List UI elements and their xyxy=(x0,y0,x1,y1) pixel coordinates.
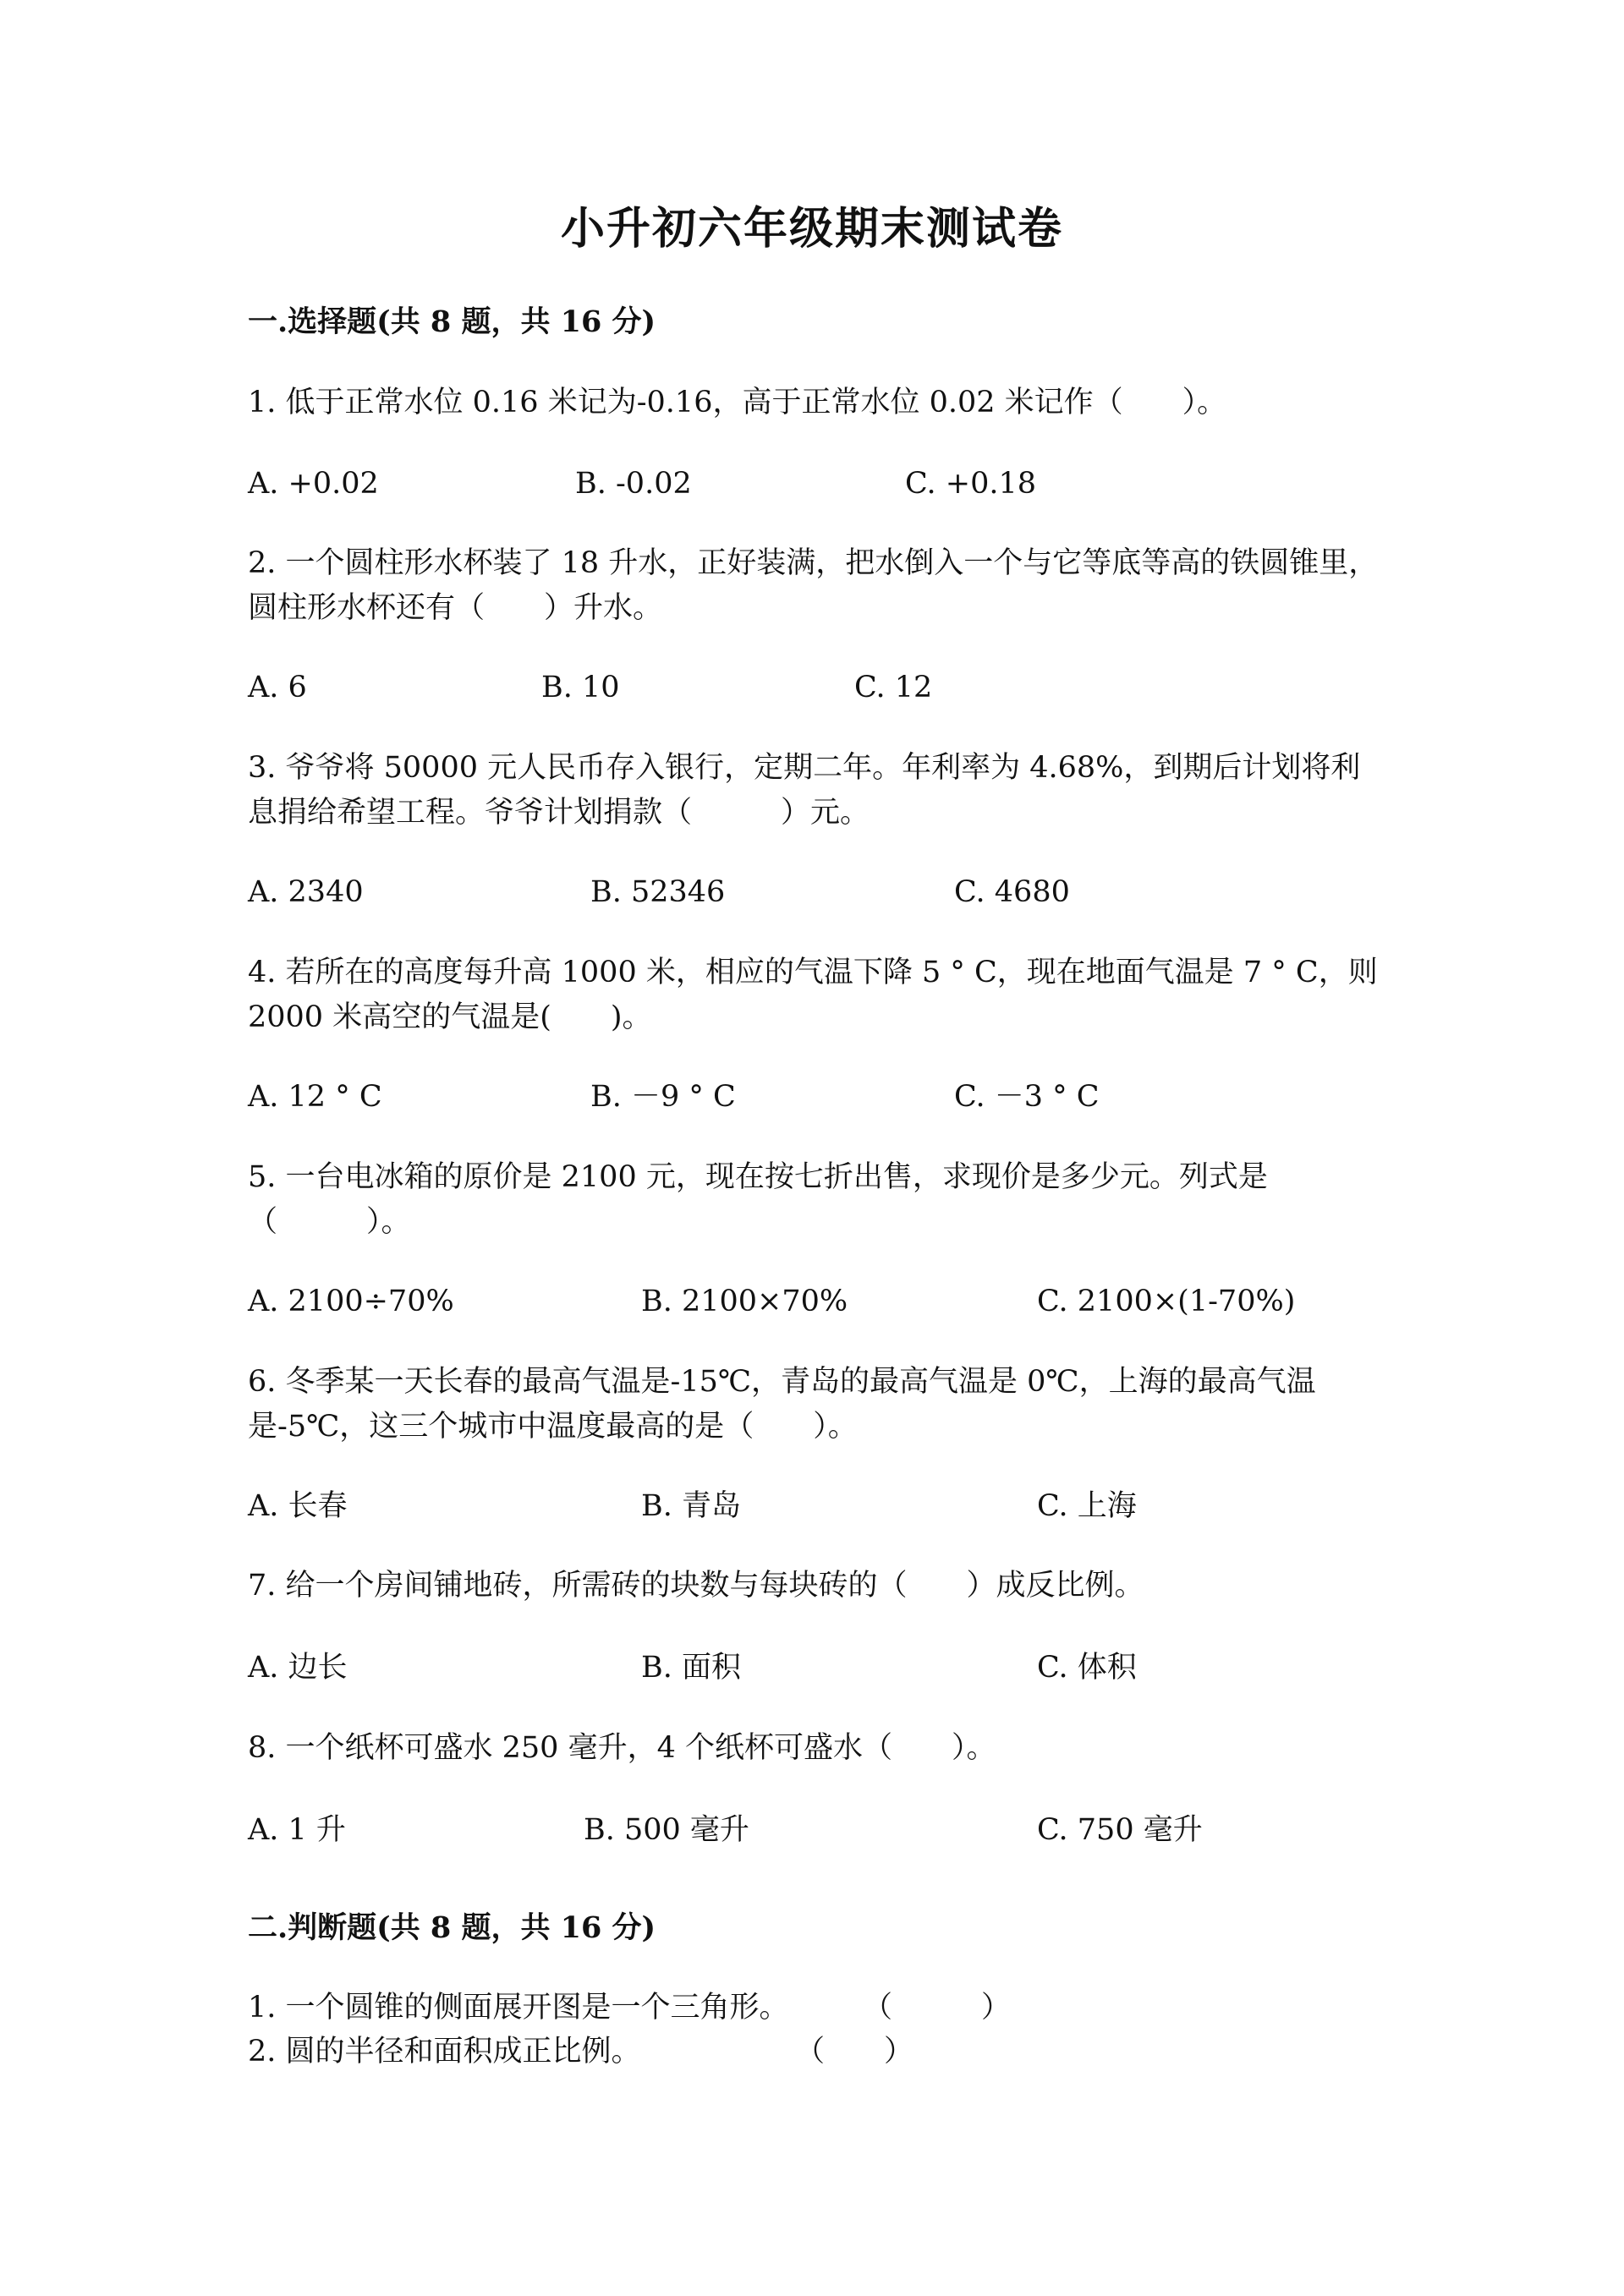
page-title: 小升初六年级期末测试卷 xyxy=(560,203,1063,255)
q4-option-b: B. －9 ° C xyxy=(590,1080,736,1114)
q8-option-c: C. 750 毫升 xyxy=(1037,1813,1203,1847)
q1-option-c: C. +0.18 xyxy=(905,467,1037,501)
question-3: 3. 爷爷将 50000 元人民币存入银行，定期二年。年利率为 4.68%，到期后计划将利息捐给希望工程。爷爷计划捐款（ ）元。 xyxy=(248,751,1361,830)
question-7: 7. 给一个房间铺地砖，所需砖的块数与每块砖的（ ）成反比例。 xyxy=(248,1569,1144,1603)
section-heading-choice: 一.选择题(共 8 题，共 16 分) xyxy=(248,304,656,339)
judgement-item-1: 1. 一个圆锥的侧面展开图是一个三角形。 xyxy=(248,1991,789,2025)
q3-option-b: B. 52346 xyxy=(590,875,726,909)
judgement-item-2-blank: （ ） xyxy=(795,2035,914,2069)
question-1: 1. 低于正常水位 0.16 米记为-0.16，高于正常水位 0.02 米记作（ ）。 xyxy=(248,386,1227,419)
q5-option-b: B. 2100×70% xyxy=(641,1285,848,1318)
question-5: 5. 一台电冰箱的原价是 2100 元，现在按七折出售，求现价是多少元。列式是（ ）。 xyxy=(248,1160,1268,1239)
q4-option-c: C. －3 ° C xyxy=(954,1080,1100,1114)
section-heading-judgement: 二.判断题(共 8 题，共 16 分) xyxy=(248,1910,656,1945)
q7-option-a: A. 边长 xyxy=(248,1651,348,1685)
q7-option-b: B. 面积 xyxy=(641,1651,741,1685)
question-8: 8. 一个纸杯可盛水 250 毫升，4 个纸杯可盛水（ ）。 xyxy=(248,1731,996,1765)
q5-option-c: C. 2100×(1-70%) xyxy=(1037,1285,1296,1318)
judgement-item-2: 2. 圆的半径和面积成正比例。 xyxy=(248,2035,641,2069)
question-2: 2. 一个圆柱形水杯装了 18 升水，正好装满，把水倒入一个与它等底等高的铁圆锥里，圆柱形水杯还有（ ）升水。 xyxy=(248,546,1379,625)
q6-option-c: C. 上海 xyxy=(1037,1489,1137,1523)
q6-option-b: B. 青岛 xyxy=(641,1489,741,1523)
q2-option-a: A. 6 xyxy=(248,671,307,704)
q2-option-b: B. 10 xyxy=(541,671,620,704)
q6-option-a: A. 长春 xyxy=(248,1489,348,1523)
q2-option-c: C. 12 xyxy=(854,671,933,704)
q3-option-a: A. 2340 xyxy=(248,875,364,909)
question-6: 6. 冬季某一天长春的最高气温是-15℃，青岛的最高气温是 0℃，上海的最高气温是-5℃，这三个城市中温度最高的是（ ）。 xyxy=(248,1365,1316,1444)
question-4: 4. 若所在的高度每升高 1000 米，相应的气温下降 5 ° C，现在地面气温是 7 ° C，则 2000 米高空的气温是( )。 xyxy=(248,956,1378,1034)
q3-option-c: C. 4680 xyxy=(954,875,1070,909)
q5-option-a: A. 2100÷70% xyxy=(248,1285,454,1318)
q4-option-a: A. 12 ° C xyxy=(248,1080,382,1114)
q8-option-b: B. 500 毫升 xyxy=(584,1813,749,1847)
q1-option-b: B. -0.02 xyxy=(575,467,692,501)
q7-option-c: C. 体积 xyxy=(1037,1651,1137,1685)
judgement-item-1-blank: （ ） xyxy=(863,1991,1012,2025)
q1-option-a: A. +0.02 xyxy=(248,467,379,501)
q8-option-a: A. 1 升 xyxy=(248,1813,346,1847)
